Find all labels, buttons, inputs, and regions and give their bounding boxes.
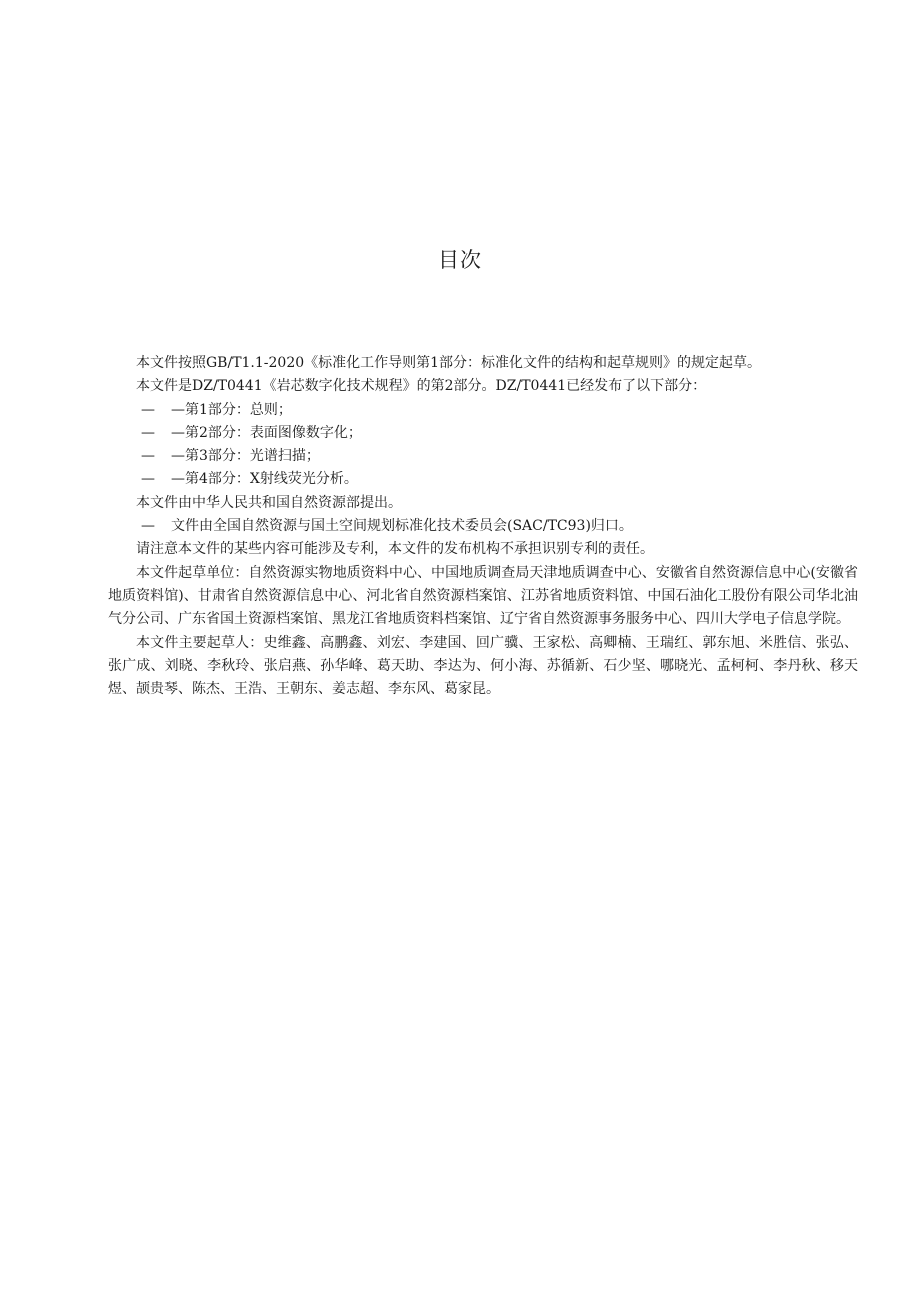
paragraph-series-info: 本文件是DZ/T0441《岩芯数字化技术规程》的第2部分。DZ/T0441已经发布了以下部分：	[136, 378, 707, 395]
paragraph-centralized	[108, 515, 858, 538]
paragraph-patent-notice: 请注意本文件的某些内容可能涉及专利，本文件的发布机构不承担识别专利的责任。	[136, 541, 654, 558]
document-body	[108, 352, 858, 701]
part-list-item	[108, 399, 858, 422]
centralized-text: 文件由全国自然资源与国土空间规划标准化技术委员会(SAC/TC93)归口。	[171, 518, 633, 535]
paragraph-drafting-units: 本文件起草单位：自然资源实物地质资料中心、中国地质调查局天津地质调查中心、安徽省自然资源信息中心(安徽省地质资料馆)、甘肃省自然资源信息中心、河北省自然资源档案馆、江苏省地质资料馆、中国石油化工股份有限公司华北油气分公司、广东省国土资源档案馆、黑龙江省地质资料档案馆、辽宁省自然资源事务服务中心、四川大学电子信息学院。	[108, 564, 858, 628]
part-label: —第1部分：总则；	[171, 401, 292, 418]
part-list-item	[108, 468, 858, 491]
dash-mark: —	[141, 518, 155, 535]
dash-mark: —	[141, 424, 155, 441]
paragraph-drafting-basis: 本文件按照GB/T1.1-2020《标准化工作导则第1部分：标准化文件的结构和起草规则》的规定起草。	[136, 355, 762, 371]
part-label: —第3部分：光谱扫描；	[171, 448, 320, 465]
dash-mark: —	[141, 401, 155, 418]
part-list-item	[108, 445, 858, 468]
part-label: —第2部分：表面图像数字化；	[171, 424, 362, 441]
dash-mark: —	[141, 448, 155, 465]
paragraph-proposed-by: 本文件由中华人民共和国自然资源部提出。	[136, 494, 402, 511]
part-list-item	[108, 422, 858, 445]
page-title: 目次	[438, 248, 482, 272]
paragraph-drafters: 本文件主要起草人：史维鑫、高鹏鑫、刘宏、李建国、回广骥、王家松、高卿楠、王瑞红、郭东旭、米胜信、张弘、张广成、刘晓、李秋玲、张启燕、孙华峰、葛天助、李达为、何小海、苏循新、石少坚、哪晓光、孟柯柯、李丹秋、移天煜、颉贵琴、陈杰、王浩、王朝东、姜志超、李东风、葛家昆。	[108, 634, 858, 698]
dash-mark: —	[141, 471, 155, 488]
part-label: —第4部分：X射线荧光分析。	[171, 471, 358, 488]
